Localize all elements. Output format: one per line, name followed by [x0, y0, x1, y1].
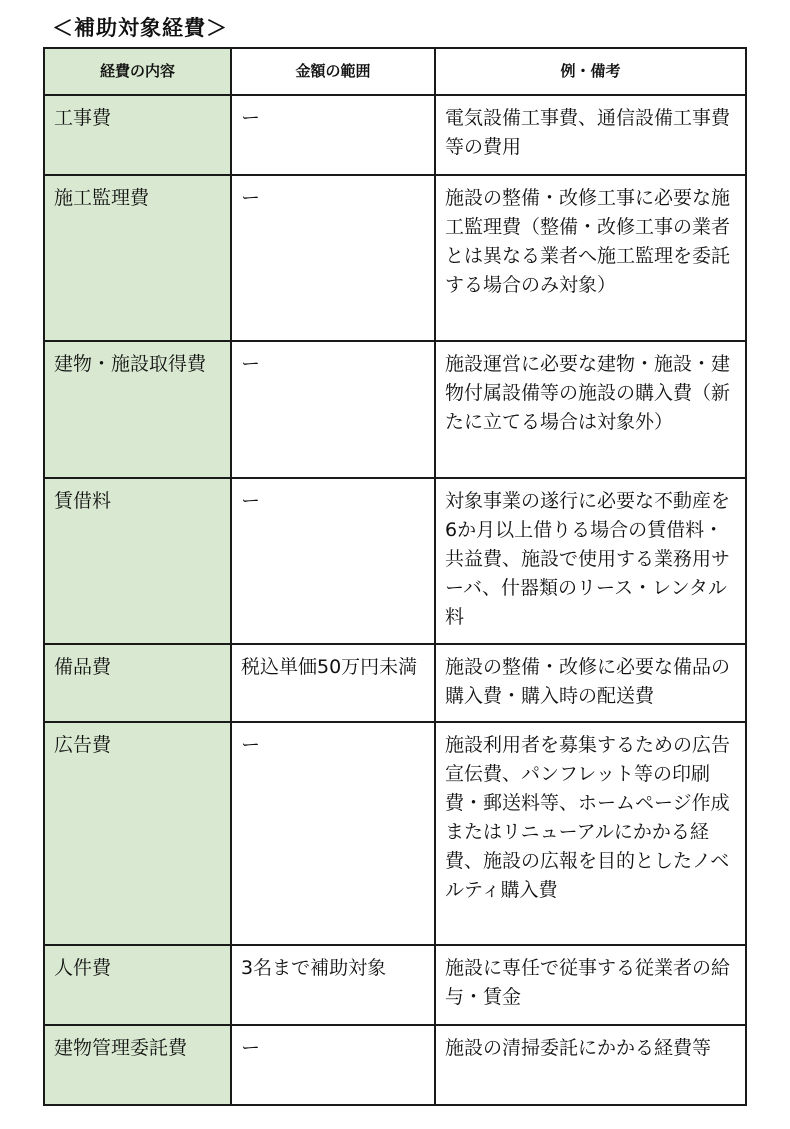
row-example-cell: 施設の整備・改修工事に必要な施工監理費（整備・改修工事の業者とは異なる業者へ施工監理を委託する場合のみ対象） — [435, 175, 746, 341]
row-price-cell: ー — [231, 1025, 435, 1105]
row-price-cell: ー — [231, 478, 435, 644]
row-price-cell: ー — [231, 722, 435, 945]
table-row — [44, 175, 746, 341]
table-header-row — [44, 48, 746, 95]
row-item-cell: 備品費 — [44, 644, 231, 722]
row-item-cell: 工事費 — [44, 95, 231, 175]
header-examples-notes: 例・備考 — [435, 48, 746, 95]
row-item-cell: 賃借料 — [44, 478, 231, 644]
row-item-cell: 人件費 — [44, 945, 231, 1025]
table-row — [44, 478, 746, 644]
row-item-cell: 建物管理委託費 — [44, 1025, 231, 1105]
row-price-cell: 3名まで補助対象 — [231, 945, 435, 1025]
row-price-cell: ー — [231, 95, 435, 175]
row-price-cell: ー — [231, 341, 435, 478]
header-expense-content: 経費の内容 — [44, 48, 231, 95]
row-example-cell: 施設運営に必要な建物・施設・建物付属設備等の施設の購入費（新たに立てる場合は対象外） — [435, 341, 746, 478]
expense-table — [43, 47, 747, 1106]
table-row — [44, 722, 746, 945]
row-item-cell: 広告費 — [44, 722, 231, 945]
table-row — [44, 945, 746, 1025]
row-example-cell: 施設の清掃委託にかかる経費等 — [435, 1025, 746, 1105]
table-row — [44, 644, 746, 722]
row-item-cell: 建物・施設取得費 — [44, 341, 231, 478]
row-example-cell: 施設に専任で従事する従業者の給与・賃金 — [435, 945, 746, 1025]
page-title: ＜補助対象経費＞ — [52, 16, 228, 40]
row-item-cell: 施工監理費 — [44, 175, 231, 341]
table-row — [44, 95, 746, 175]
row-example-cell: 電気設備工事費、通信設備工事費等の費用 — [435, 95, 746, 175]
table-row — [44, 341, 746, 478]
row-example-cell: 対象事業の遂行に必要な不動産を6か月以上借りる場合の賃借料・共益費、施設で使用する業務用サーバ、什器類のリース・レンタル料 — [435, 478, 746, 644]
row-example-cell: 施設利用者を募集するための広告宣伝費、パンフレット等の印刷費・郵送料等、ホームページ作成またはリニューアルにかかる経費、施設の広報を目的としたノベルティ購入費 — [435, 722, 746, 945]
row-example-cell: 施設の整備・改修に必要な備品の購入費・購入時の配送費 — [435, 644, 746, 722]
header-amount-range: 金額の範囲 — [231, 48, 435, 95]
row-price-cell: 税込単価50万円未満 — [231, 644, 435, 722]
row-price-cell: ー — [231, 175, 435, 341]
table-row — [44, 1025, 746, 1105]
